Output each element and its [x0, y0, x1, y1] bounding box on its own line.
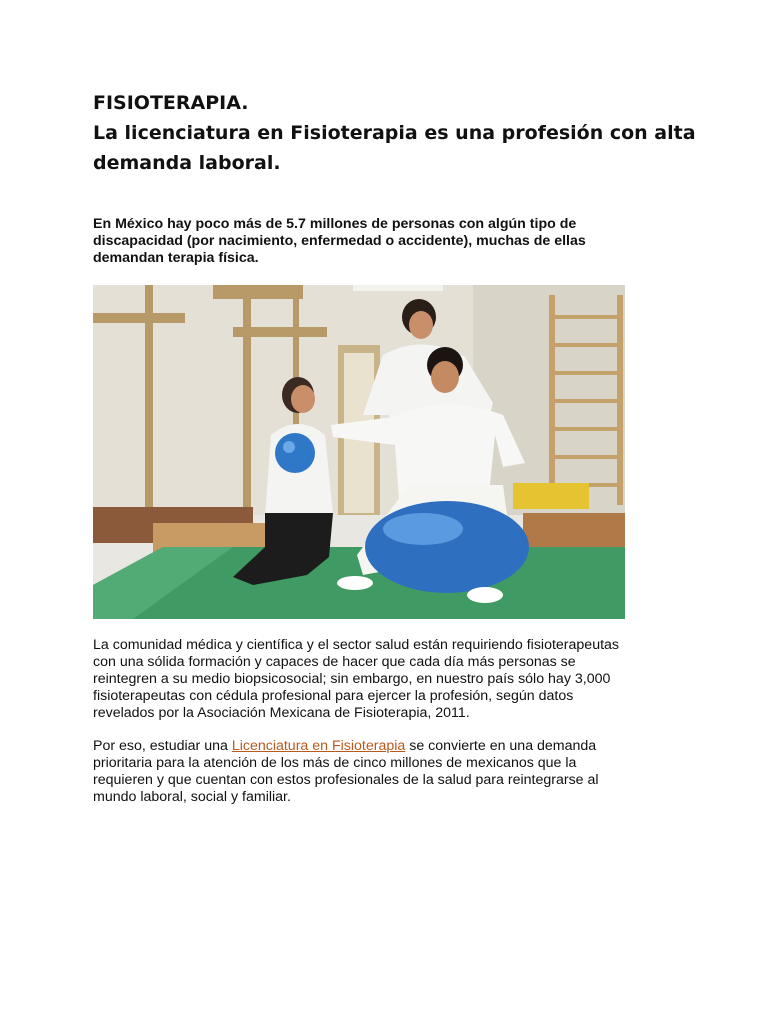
- intro-paragraph: [93, 216, 653, 267]
- physiotherapy-photo: [93, 285, 625, 619]
- page-title: FISIOTERAPIA.: [93, 92, 249, 114]
- intro-line: discapacidad (por nacimiento, enfermedad o accidente), muchas de ellas: [93, 233, 586, 249]
- paragraph-line: con una sólida formación y capaces de hacer que cada día más personas se: [93, 654, 576, 670]
- body-paragraph-2: [93, 738, 683, 806]
- paragraph-text: se convierte en una demanda: [405, 738, 597, 754]
- intro-line: En México hay poco más de 5.7 millones de personas con algún tipo de: [93, 216, 577, 232]
- photo-illustration: [93, 285, 625, 619]
- paragraph-line: La comunidad médica y científica y el sector salud están requiriendo fisioterapeutas: [93, 637, 620, 653]
- intro-line: demandan terapia física.: [93, 250, 259, 266]
- paragraph-line: revelados por la Asociación Mexicana de Fisioterapia, 2011.: [93, 705, 470, 721]
- paragraph-text: Por eso, estudiar una: [93, 738, 232, 754]
- paragraph-line: reintegren a su medio biopsicosocial; sin embargo, en nuestro país sólo hay 3,000: [93, 671, 611, 687]
- body-paragraph-1: [93, 637, 683, 722]
- paragraph-line: prioritaria para la atención de los más de cinco millones de mexicanos que la: [93, 755, 577, 771]
- page-subtitle-line-1: La licenciatura en Fisioterapia es una profesión con alta: [93, 122, 696, 144]
- document-heading: [93, 88, 696, 178]
- paragraph-line: [93, 738, 683, 755]
- licenciatura-link[interactable]: Licenciatura en Fisioterapia: [231, 738, 406, 754]
- paragraph-line: fisioterapeutas con cédula profesional para ejercer la profesión, según datos: [93, 688, 574, 704]
- page-subtitle-line-2: demanda laboral.: [93, 152, 281, 174]
- paragraph-line: mundo laboral, social y familiar.: [93, 789, 291, 805]
- paragraph-line: requieren y que cuentan con estos profesionales de la salud para reintegrarse al: [93, 772, 599, 788]
